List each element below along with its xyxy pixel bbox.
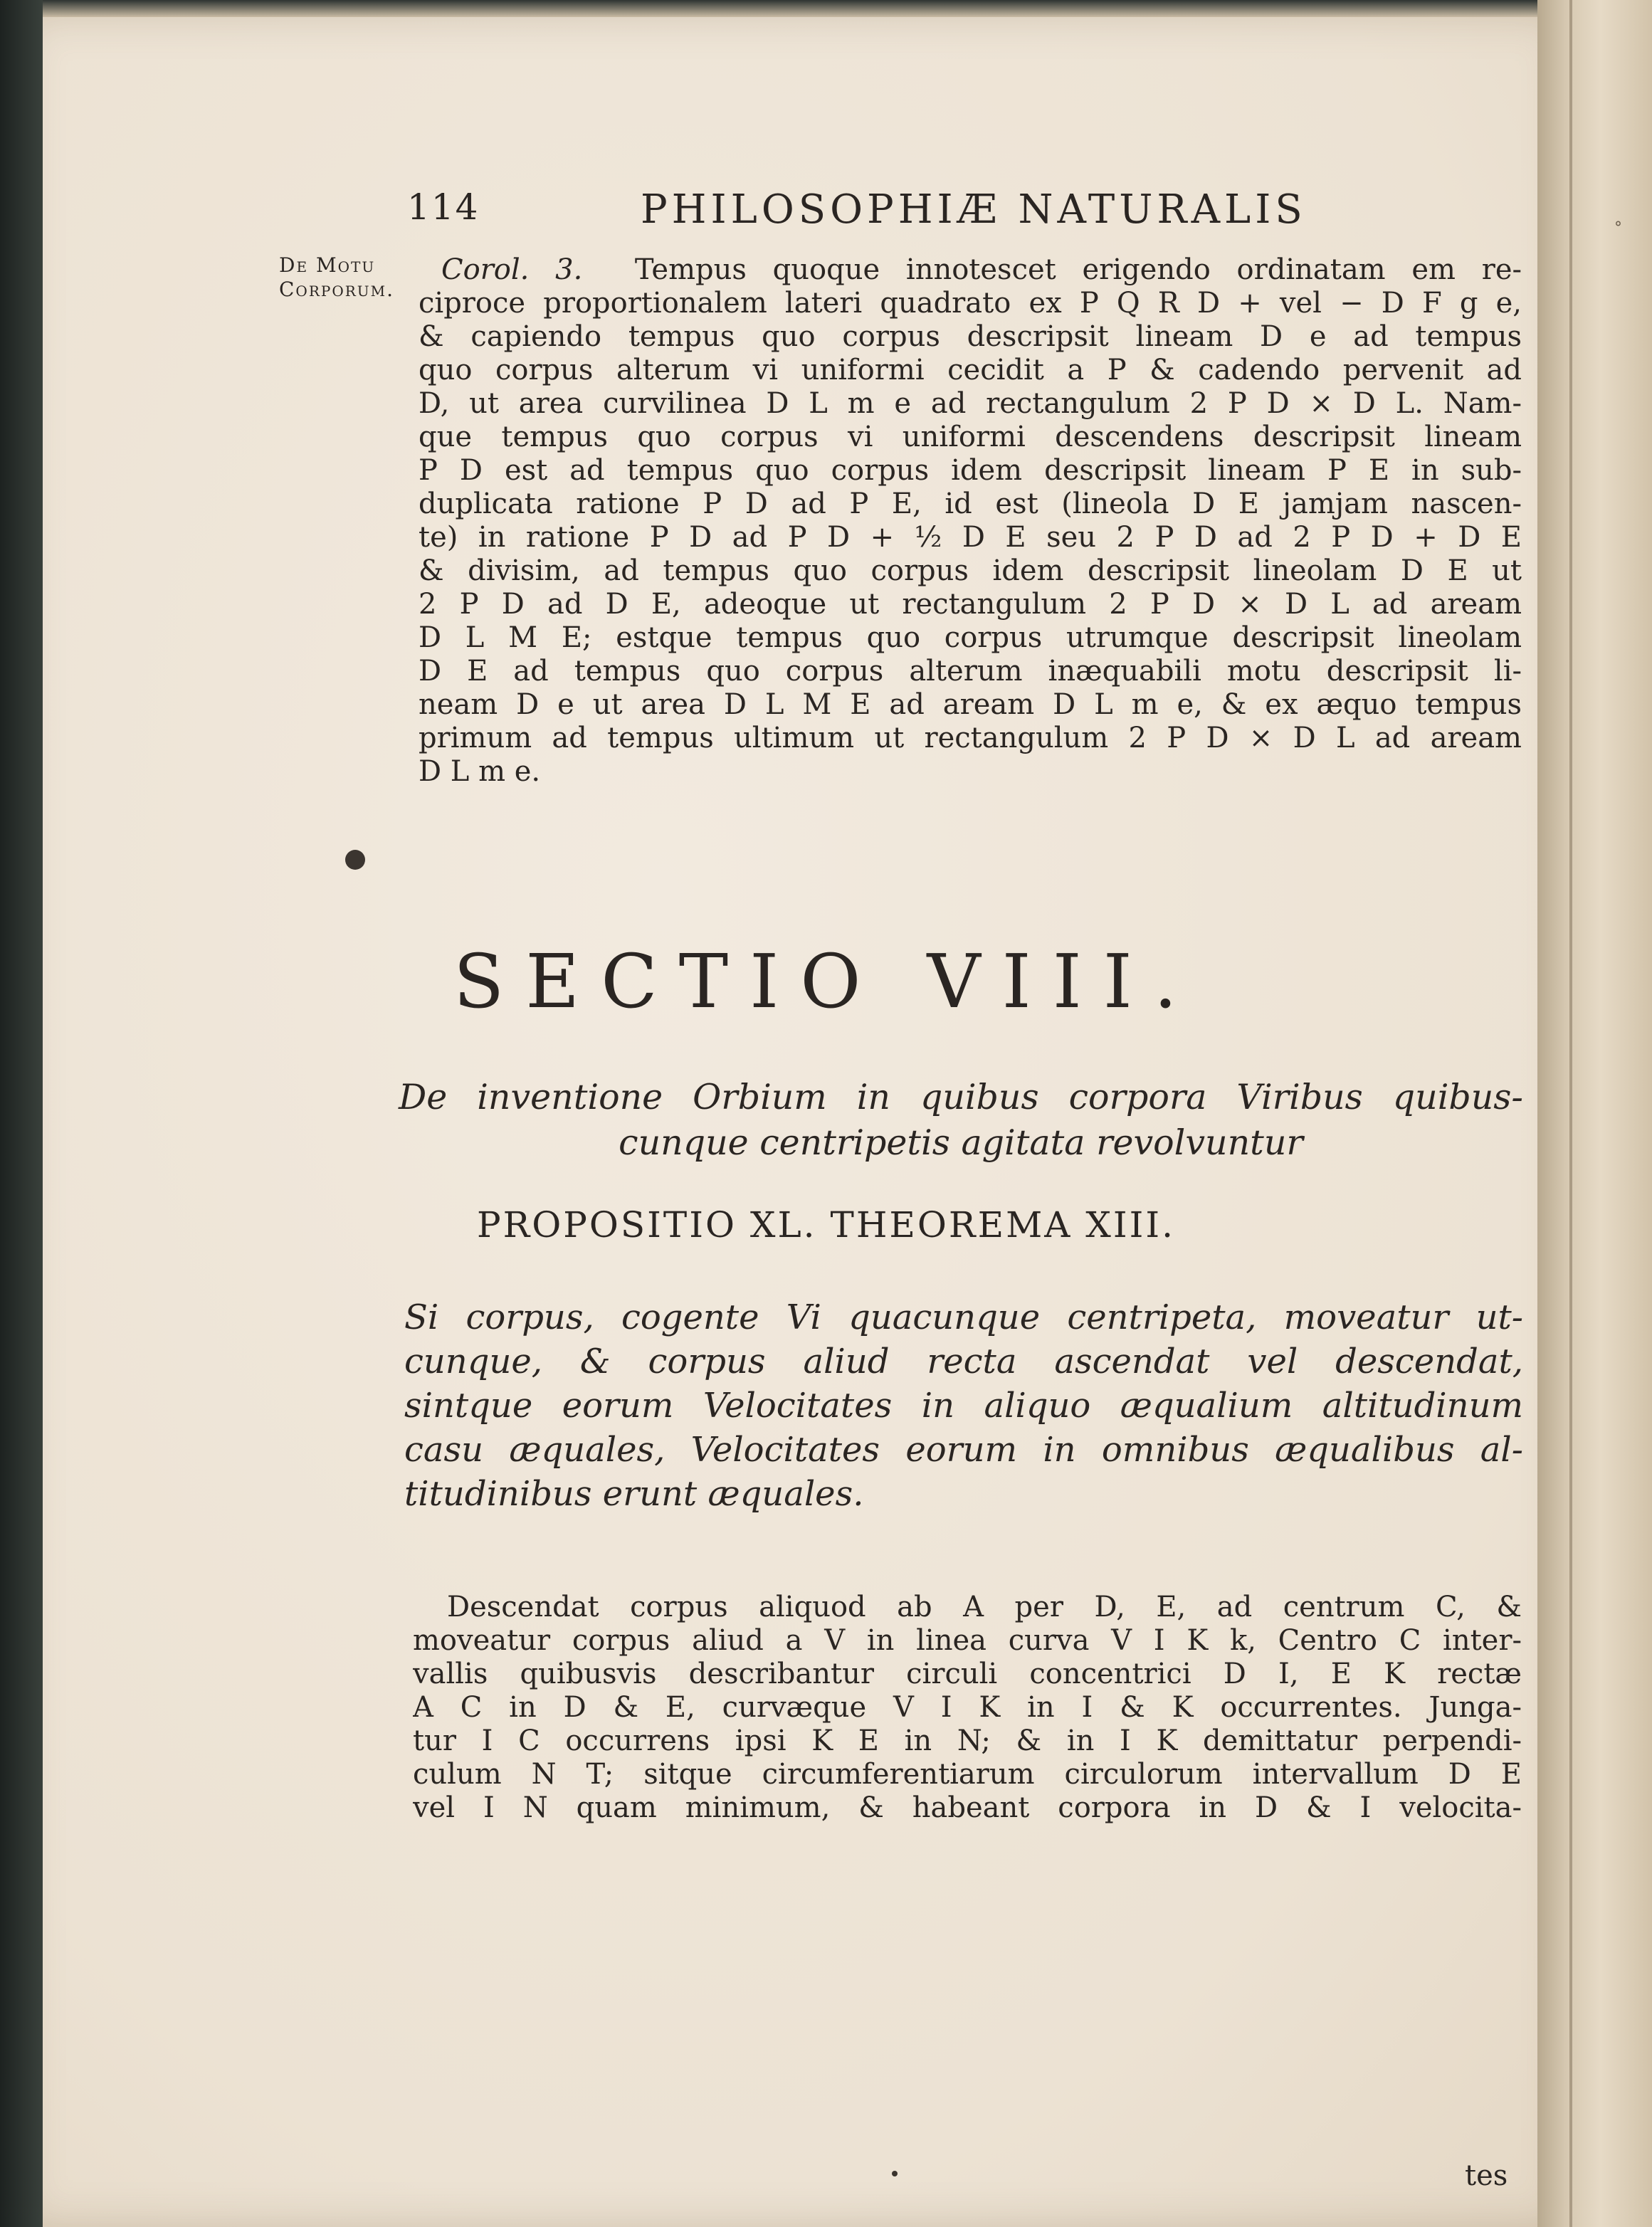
text-line: vallis quibusvis describantur circuli concentrici D I, E K rectæ	[413, 1658, 1522, 1690]
text-line: neam D e ut area D L M E ad aream D L m e, & ex æquo tempus	[419, 688, 1522, 721]
corollary-paragraph	[441, 253, 1522, 287]
page-number: 114	[407, 186, 480, 228]
text-line: quo corpus alterum vi uniformi cecidit a P & cadendo pervenit ad	[419, 354, 1522, 386]
text-line: culum N T; sitque circumferentiarum circulorum intervallum D E	[413, 1758, 1522, 1791]
section-subtitle	[399, 1075, 1523, 1166]
page-top-edge	[43, 0, 1594, 17]
page-edge-shadow	[0, 0, 43, 2227]
text-line: vel I N quam minimum, & habeant corpora in D & I velocita-	[413, 1791, 1522, 1824]
ink-blot	[345, 850, 365, 870]
text-line: duplicata ratione P D ad P E, id est (lineola D E jamjam nascen-	[419, 488, 1522, 520]
corollary-label: Corol. 3.	[441, 253, 583, 286]
text-line	[441, 253, 1522, 287]
proposition-enunciation	[404, 1295, 1523, 1516]
section-subtitle-line-2: cunque centripetis agitata revolvuntur	[619, 1122, 1303, 1163]
enunciation-line: sintque eorum Velocitates in aliquo æqualium altitudinum	[404, 1386, 1523, 1426]
section-title: SECTIO VIII.	[453, 938, 1199, 1025]
text-line: D L M E; estque tempus quo corpus utrumque descripsit lineolam	[419, 621, 1522, 654]
text-line: 2 P D ad D E, adeoque ut rectangulum 2 P D × D L ad aream	[419, 588, 1522, 621]
book-gutter	[1537, 0, 1652, 2227]
enunciation-line: titudinibus erunt æquales.	[404, 1474, 864, 1514]
text-line: D L m e.	[419, 755, 541, 788]
running-title: PHILOSOPHIÆ NATURALIS	[641, 186, 1307, 233]
running-head	[0, 186, 1652, 243]
gutter-speck: °	[1614, 219, 1622, 237]
text-line: que tempus quo corpus vi uniformi descendens descripsit lineam	[419, 421, 1522, 453]
bleed-through-text	[840, 873, 1480, 906]
gutter-fold-line	[1569, 0, 1572, 2227]
enunciation-line: casu æquales, Velocitates eorum in omnibus æqualibus al-	[404, 1430, 1523, 1470]
enunciation-line: Si corpus, cogente Vi quacunque centripeta, moveatur ut-	[404, 1297, 1523, 1337]
text-line: tur I C occurrens ipsi K E in N; & in I K demittatur perpendi-	[413, 1725, 1522, 1757]
text-line: Descendat corpus aliquod ab A per D, E, ad centrum C, &	[447, 1591, 1522, 1623]
catchword: tes	[1465, 2159, 1508, 2192]
printer-mark	[892, 2171, 898, 2176]
text-line: moveatur corpus aliud a V in linea curva V I K k, Centro C inter-	[413, 1624, 1522, 1657]
corollary-line-0: Tempus quoque innotescet erigendo ordinatam em re-	[634, 253, 1522, 286]
section-subtitle-line-1: De inventione Orbium in quibus corpora Viribus quibus-	[399, 1077, 1523, 1117]
corollary-body	[419, 287, 1522, 789]
text-line: ciproce proportionalem lateri quadrato ex P Q R D + vel − D F g e,	[419, 287, 1522, 320]
margin-note-line-1: De Motu	[279, 253, 376, 277]
text-line: & capiendo tempus quo corpus descripsit lineam D e ad tempus	[419, 320, 1522, 353]
proof-paragraph	[413, 1591, 1522, 1825]
text-line: P D est ad tempus quo corpus idem descripsit lineam P E in sub-	[419, 454, 1522, 487]
text-line: te) in ratione P D ad P D + ½ D E seu 2 P D ad 2 P D + D E	[419, 521, 1522, 554]
text-line: D, ut area curvilinea D L m e ad rectangulum 2 P D × D L. Nam-	[419, 387, 1522, 420]
text-line: A C in D & E, curvæque V I K in I & K occurrentes. Junga-	[413, 1691, 1522, 1724]
text-line: & divisim, ad tempus quo corpus idem descripsit lineolam D E ut	[419, 554, 1522, 587]
proposition-heading: PROPOSITIO XL. THEOREMA XIII.	[476, 1204, 1176, 1246]
margin-note-line-2: Corporum.	[279, 278, 395, 301]
margin-note	[279, 253, 394, 302]
enunciation-line: cunque, & corpus aliud recta ascendat vel descendat,	[404, 1342, 1523, 1381]
text-line: primum ad tempus ultimum ut rectangulum 2 P D × D L ad aream	[419, 722, 1522, 754]
text-line: D E ad tempus quo corpus alterum inæquabili motu descripsit li-	[419, 655, 1522, 688]
